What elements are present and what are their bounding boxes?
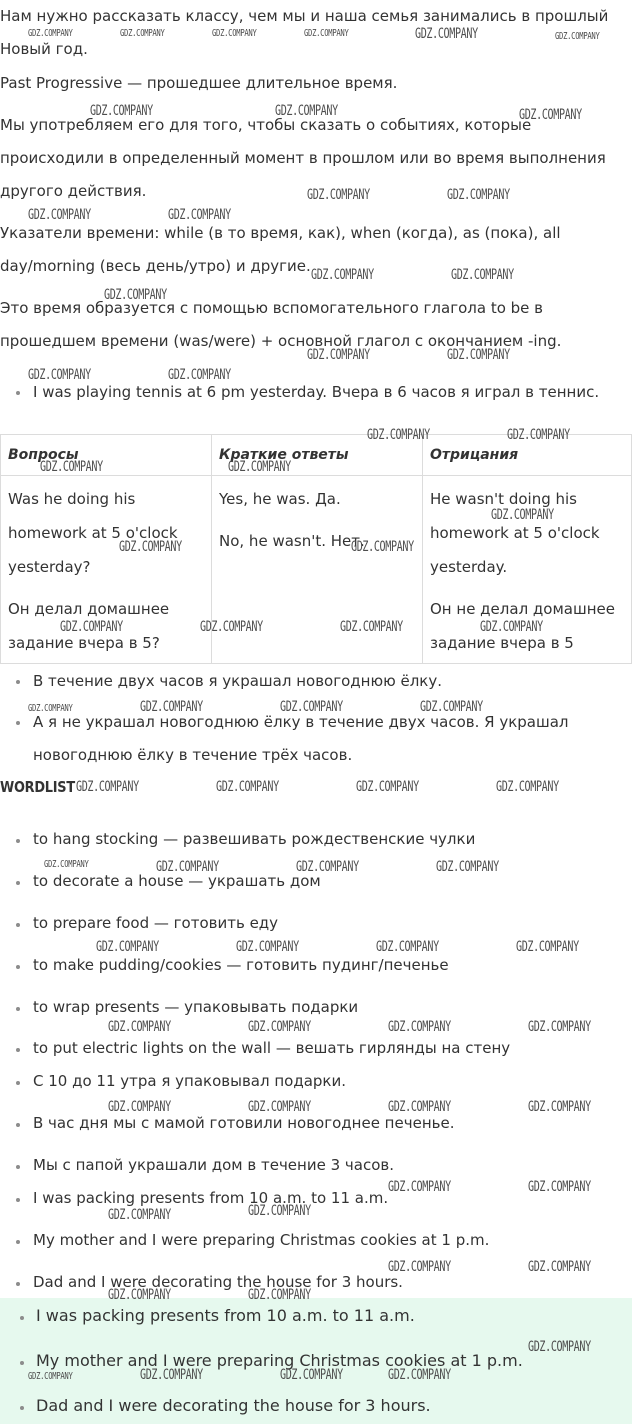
- watermark: GDZ.COMPANY: [248, 1287, 311, 1303]
- bullet-dot: [16, 680, 20, 684]
- list-item: А я не украшал новогоднюю ёлку в течение двух часов. Я украшал: [33, 713, 569, 731]
- bullet-dot: [20, 1361, 24, 1365]
- intro-line-10: прошедшем времени (was/were) + основной глагол с окончанием -ing.: [0, 332, 562, 350]
- bullet-dot: [20, 1406, 24, 1410]
- watermark: GDZ.COMPANY: [108, 1287, 171, 1303]
- cell-text: He wasn't doing his: [430, 490, 577, 508]
- bullet-dot: [16, 881, 20, 885]
- answer-item: Dad and I were decorating the house for 3 hours.: [36, 1396, 431, 1415]
- watermark: GDZ.COMPANY: [108, 1019, 171, 1035]
- watermark: GDZ.COMPANY: [447, 347, 510, 363]
- watermark: GDZ.COMPANY: [507, 427, 570, 443]
- watermark: GDZ.COMPANY: [90, 103, 153, 119]
- watermark: GDZ.COMPANY: [248, 1099, 311, 1115]
- bullet-dot: [20, 1316, 24, 1320]
- header-short-answers: Краткие ответы: [212, 435, 423, 476]
- cell-text: yesterday?: [8, 558, 91, 576]
- table-cell-questions: [1, 476, 212, 664]
- cell-text: Он делал домашнее: [8, 600, 170, 618]
- watermark: GDZ.COMPANY: [415, 26, 478, 42]
- watermark: GDZ.COMPANY: [96, 939, 159, 955]
- intro-line-3: Past Progressive — прошедшее длительное время.: [0, 74, 398, 92]
- watermark: GDZ.COMPANY: [528, 1259, 591, 1275]
- bullet-dot: [16, 1282, 20, 1286]
- wordlist-item: В час дня мы с мамой готовили новогоднее печенье.: [33, 1114, 455, 1132]
- watermark: GDZ.COMPANY: [28, 207, 91, 223]
- watermark: GDZ.COMPANY: [496, 779, 559, 795]
- header-questions: Вопросы: [1, 435, 212, 476]
- watermark: GDZ.COMPANY: [60, 619, 123, 635]
- watermark: GDZ.COMPANY: [388, 1179, 451, 1195]
- wordlist-heading: WORDLIST: [0, 778, 75, 796]
- watermark: GDZ.COMPANY: [280, 699, 343, 715]
- watermark: GDZ.COMPANY: [528, 1099, 591, 1115]
- example-sentence: I was playing tennis at 6 pm yesterday. Вчера в 6 часов я играл в теннис.: [33, 383, 600, 401]
- watermark: GDZ.COMPANY: [304, 28, 349, 39]
- answer-item: My mother and I were preparing Christmas cookies at 1 p.m.: [36, 1351, 523, 1370]
- watermark: GDZ.COMPANY: [388, 1367, 451, 1383]
- watermark: GDZ.COMPANY: [480, 619, 543, 635]
- cell-text: No, he wasn't. Нет.: [219, 532, 365, 550]
- bullet-dot: [16, 923, 20, 927]
- cell-text: homework at 5 o'clock: [430, 524, 600, 542]
- watermark: GDZ.COMPANY: [356, 779, 419, 795]
- watermark: GDZ.COMPANY: [28, 28, 73, 39]
- watermark: GDZ.COMPANY: [528, 1179, 591, 1195]
- watermark: GDZ.COMPANY: [420, 699, 483, 715]
- watermark: GDZ.COMPANY: [200, 619, 263, 635]
- watermark: GDZ.COMPANY: [108, 1207, 171, 1223]
- intro-line-4: Мы употребляем его для того, чтобы сказать о событиях, которые: [0, 116, 532, 134]
- bullet-dot: [16, 1081, 20, 1085]
- watermark: GDZ.COMPANY: [528, 1019, 591, 1035]
- table-cell-negatives: [423, 476, 632, 664]
- watermark: GDZ.COMPANY: [388, 1099, 451, 1115]
- wordlist-item: to wrap presents — упаковывать подарки: [33, 998, 359, 1016]
- wordlist-item: I was packing presents from 10 a.m. to 11 a.m.: [33, 1189, 389, 1207]
- answer-item: I was packing presents from 10 a.m. to 11 a.m.: [36, 1306, 415, 1325]
- wordlist-item: to decorate a house — украшать дом: [33, 872, 321, 890]
- watermark: GDZ.COMPANY: [108, 1099, 171, 1115]
- watermark: GDZ.COMPANY: [519, 107, 582, 123]
- watermark: GDZ.COMPANY: [40, 459, 103, 475]
- watermark: GDZ.COMPANY: [388, 1259, 451, 1275]
- list-item-continued: новогоднюю ёлку в течение трёх часов.: [33, 746, 353, 764]
- watermark: GDZ.COMPANY: [228, 459, 291, 475]
- intro-line-6: другого действия.: [0, 182, 147, 200]
- watermark: GDZ.COMPANY: [491, 507, 554, 523]
- watermark: GDZ.COMPANY: [236, 939, 299, 955]
- table-row: [1, 476, 632, 664]
- watermark: GDZ.COMPANY: [436, 859, 499, 875]
- table-cell-short-answers: [212, 476, 423, 664]
- watermark: GDZ.COMPANY: [28, 703, 73, 714]
- wordlist-item: С 10 до 11 утра я упаковывал подарки.: [33, 1072, 346, 1090]
- cell-text: yesterday.: [430, 558, 508, 576]
- cell-text: homework at 5 o'clock: [8, 524, 178, 542]
- watermark: GDZ.COMPANY: [44, 859, 89, 870]
- intro-line-2: Новый год.: [0, 40, 88, 58]
- watermark: GDZ.COMPANY: [168, 367, 231, 383]
- watermark: GDZ.COMPANY: [140, 699, 203, 715]
- cell-text: задание вчера в 5: [430, 634, 574, 652]
- list-item: В течение двух часов я украшал новогоднюю ёлку.: [33, 672, 442, 690]
- intro-line-7: Указатели времени: while (в то время, как), when (когда), as (пока), all: [0, 224, 561, 242]
- wordlist-item: to make pudding/cookies — готовить пудинг/печенье: [33, 956, 449, 974]
- watermark: GDZ.COMPANY: [28, 367, 91, 383]
- watermark: GDZ.COMPANY: [280, 1367, 343, 1383]
- watermark: GDZ.COMPANY: [216, 779, 279, 795]
- cell-text: Was he doing his: [8, 490, 136, 508]
- cell-text: Он не делал домашнее: [430, 600, 615, 618]
- watermark: GDZ.COMPANY: [168, 207, 231, 223]
- watermark: GDZ.COMPANY: [104, 287, 167, 303]
- bullet-dot: [16, 721, 20, 725]
- watermark: GDZ.COMPANY: [555, 31, 600, 42]
- wordlist-item: to hang stocking — развешивать рождественские чулки: [33, 830, 476, 848]
- wordlist-item: to put electric lights on the wall — вешать гирлянды на стену: [33, 1039, 511, 1057]
- intro-line-1: Нам нужно рассказать классу, чем мы и наша семья занимались в прошлый: [0, 7, 609, 25]
- watermark: GDZ.COMPANY: [367, 427, 430, 443]
- watermark: GDZ.COMPANY: [528, 1339, 591, 1355]
- watermark: GDZ.COMPANY: [248, 1019, 311, 1035]
- watermark: GDZ.COMPANY: [376, 939, 439, 955]
- watermark: GDZ.COMPANY: [120, 28, 165, 39]
- watermark: GDZ.COMPANY: [212, 28, 257, 39]
- watermark: GDZ.COMPANY: [76, 779, 139, 795]
- watermark: GDZ.COMPANY: [340, 619, 403, 635]
- cell-text: Yes, he was. Да.: [219, 490, 341, 508]
- bullet-dot: [16, 965, 20, 969]
- intro-line-5: происходили в определенный момент в прошлом или во время выполнения: [0, 149, 606, 167]
- wordlist-item: My mother and I were preparing Christmas cookies at 1 p.m.: [33, 1231, 490, 1249]
- bullet-dot: [16, 1007, 20, 1011]
- watermark: GDZ.COMPANY: [156, 859, 219, 875]
- watermark: GDZ.COMPANY: [248, 1203, 311, 1219]
- watermark: GDZ.COMPANY: [447, 187, 510, 203]
- header-negatives: Отрицания: [423, 435, 632, 476]
- bullet-dot: [16, 1198, 20, 1202]
- watermark: GDZ.COMPANY: [351, 539, 414, 555]
- watermark: GDZ.COMPANY: [28, 1371, 73, 1382]
- cell-text: задание вчера в 5?: [8, 634, 160, 652]
- watermark: GDZ.COMPANY: [275, 103, 338, 119]
- watermark: GDZ.COMPANY: [296, 859, 359, 875]
- intro-line-9: Это время образуется с помощью вспомогательного глагола to be в: [0, 299, 544, 317]
- intro-line-8: day/morning (весь день/утро) и другие.: [0, 257, 311, 275]
- wordlist-item: to prepare food — готовить еду: [33, 914, 279, 932]
- watermark: GDZ.COMPANY: [140, 1367, 203, 1383]
- watermark: GDZ.COMPANY: [516, 939, 579, 955]
- bullet-dot: [16, 1165, 20, 1169]
- wordlist-item: Dad and I were decorating the house for 3 hours.: [33, 1273, 403, 1291]
- watermark: GDZ.COMPANY: [451, 267, 514, 283]
- bullet-dot: [16, 839, 20, 843]
- watermark: GDZ.COMPANY: [388, 1019, 451, 1035]
- watermark: GDZ.COMPANY: [307, 347, 370, 363]
- bullet-dot: [16, 1048, 20, 1052]
- bullet-dot: [16, 1240, 20, 1244]
- bullet-dot: [16, 1123, 20, 1127]
- watermark: GDZ.COMPANY: [307, 187, 370, 203]
- watermark: GDZ.COMPANY: [119, 539, 182, 555]
- wordlist-item: Мы с папой украшали дом в течение 3 часов.: [33, 1156, 394, 1174]
- watermark: GDZ.COMPANY: [311, 267, 374, 283]
- bullet-dot: [16, 391, 20, 395]
